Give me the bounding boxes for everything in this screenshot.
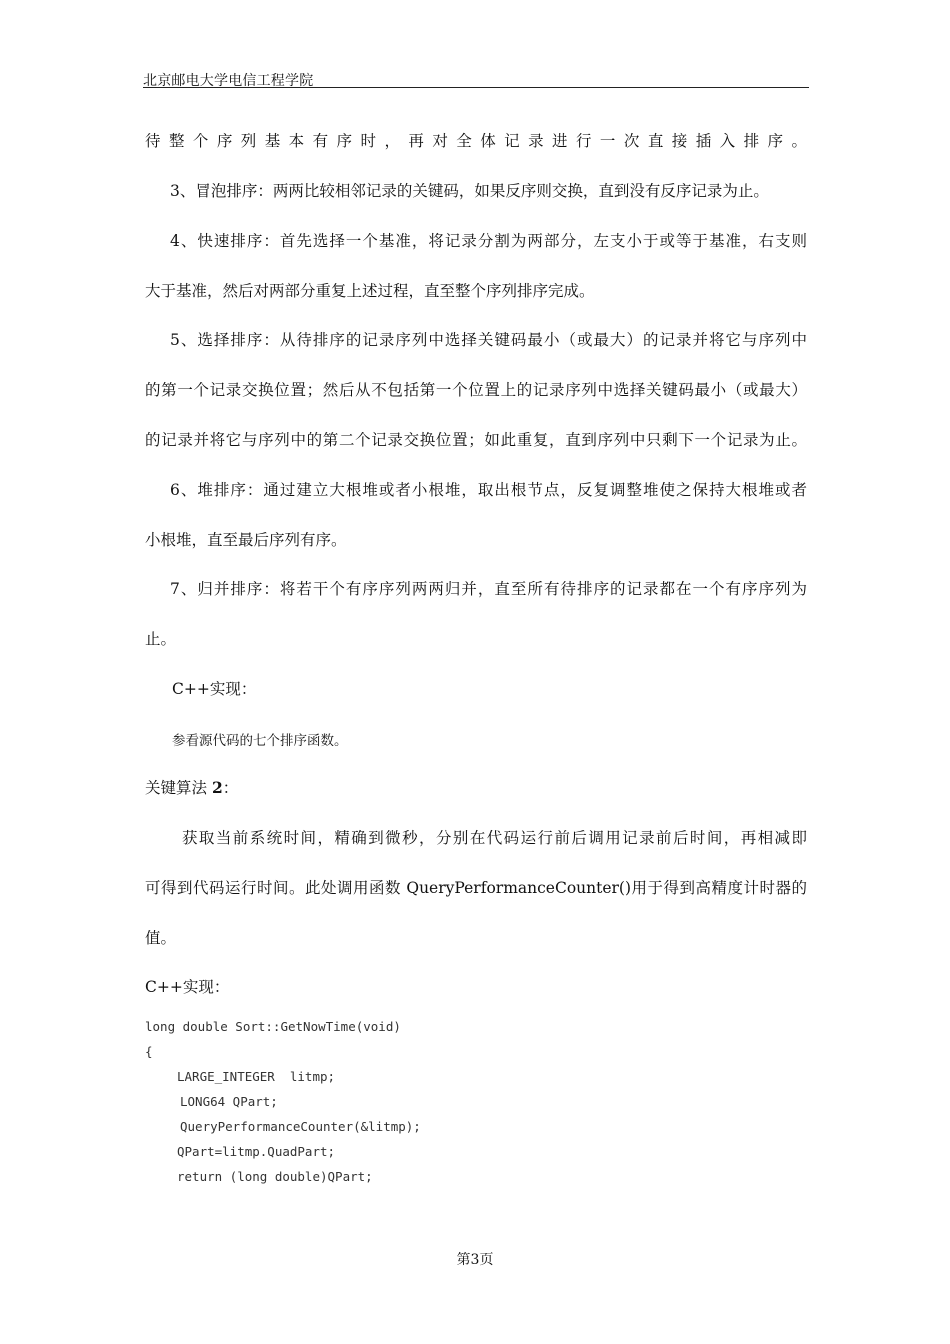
text-line: 值。	[145, 929, 177, 947]
code-line: {	[145, 1044, 153, 1059]
code-line: LONG64 QPart;	[180, 1094, 278, 1109]
cpp-heading: C++实现：	[145, 978, 230, 996]
text-line: 大于基准，然后对两部分重复上述过程，直至整个序列排序完成。	[145, 282, 595, 300]
code-line: LARGE_INTEGER litmp;	[177, 1069, 336, 1084]
code-line: long double Sort::GetNowTime(void)	[145, 1019, 401, 1034]
text-line: 4、快速排序：首先选择一个基准，将记录分割为两部分，左支小于或等于基准，右支则	[170, 232, 807, 250]
text-line: 6、堆排序：通过建立大根堆或者小根堆，取出根节点，反复调整堆使之保持大根堆或者	[170, 481, 807, 499]
text-line: 获取当前系统时间，精确到微秒，分别在代码运行前后调用记录前后时间，再相减即	[182, 829, 807, 847]
code-line: return (long double)QPart;	[177, 1169, 373, 1184]
key-algo-label: 关键算法	[145, 779, 208, 797]
code-line: QueryPerformanceCounter(&litmp);	[180, 1119, 421, 1134]
text-line: 的记录并将它与序列中的第二个记录交换位置；如此重复，直到序列中只剩下一个记录为止。	[145, 431, 807, 449]
text-line: 可得到代码运行时间。此处调用函数 QueryPerformanceCounter()用于得到高精度计时器的	[145, 879, 807, 897]
text-line: 止。	[145, 630, 177, 648]
see-source-note: 参看源代码的七个排序函数。	[172, 733, 348, 749]
header-title: 北京邮电大学电信工程学院	[143, 73, 314, 89]
text-line: 5、选择排序：从待排序的记录序列中选择关键码最小（或最大）的记录并将它与序列中	[170, 331, 807, 349]
text-line: 7、归并排序：将若干个有序序列两两归并，直至所有待排序的记录都在一个有序序列为	[170, 580, 807, 598]
text-line: 小根堆，直至最后序列有序。	[145, 531, 347, 549]
text-line: 3、冒泡排序：两两比较相邻记录的关键码，如果反序则交换，直到没有反序记录为止。	[170, 182, 769, 200]
page-number: 第3页	[456, 1252, 494, 1268]
text-line: 的第一个记录交换位置；然后从不包括第一个位置上的记录序列中选择关键码最小（或最大）	[145, 381, 807, 399]
cpp-heading: C++实现：	[172, 680, 257, 698]
key-algo-number: 2	[211, 778, 223, 797]
key-algo-colon: ：	[222, 779, 239, 797]
code-line: QPart=litmp.QuadPart;	[177, 1144, 336, 1159]
key-algorithm-heading	[145, 778, 807, 798]
header-divider	[143, 87, 809, 88]
text-line: 待整个序列基本有序时，再对全体记录进行一次直接插入排序。	[145, 132, 807, 150]
